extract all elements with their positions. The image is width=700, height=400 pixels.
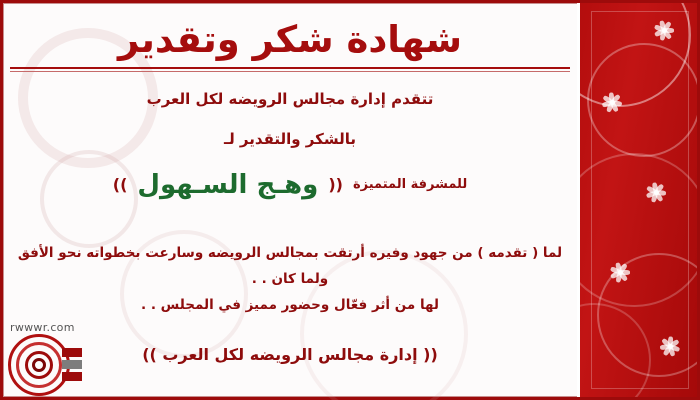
presented-by-line: تتقدم إدارة مجالس الرويضه لكل العرب (146, 89, 434, 108)
title-divider (10, 67, 570, 69)
panel-flower-icon (599, 89, 625, 115)
watermark-text: rwwwr.com (10, 321, 75, 334)
purpose-line: بالشكر والتقدير لـ (223, 129, 357, 148)
body-line: لما ( تقدمه ) من جهود وفيره أرتقت بمجالس الرويضه وسارعت بخطواته نحو الأفق (17, 244, 563, 261)
quote-close-mark: )) (112, 175, 128, 195)
honoree-label: للمشرفة المتميزة (352, 177, 468, 193)
signature-line: (( إدارة مجالس الرويضه لكل العرب )) (142, 344, 438, 364)
honoree-row (10, 170, 570, 200)
quote-open-mark: (( (328, 175, 343, 195)
certificate-content (10, 6, 570, 394)
body-line: ولما كان . . (251, 271, 329, 287)
body-line: لها من أثر فعّال وحضور مميز في المجلس . . (141, 297, 439, 314)
panel-flower-icon (657, 333, 683, 359)
honoree-name: وهـج السـهول (137, 169, 319, 200)
title-divider-thin (10, 71, 570, 72)
panel-flower-icon (651, 17, 677, 43)
certificate-body (10, 240, 570, 319)
right-decorative-panel (577, 3, 697, 397)
certificate-title: شهادة شكر وتقدير (117, 18, 463, 61)
panel-flower-icon (643, 179, 669, 205)
panel-flower-icon (607, 259, 633, 285)
